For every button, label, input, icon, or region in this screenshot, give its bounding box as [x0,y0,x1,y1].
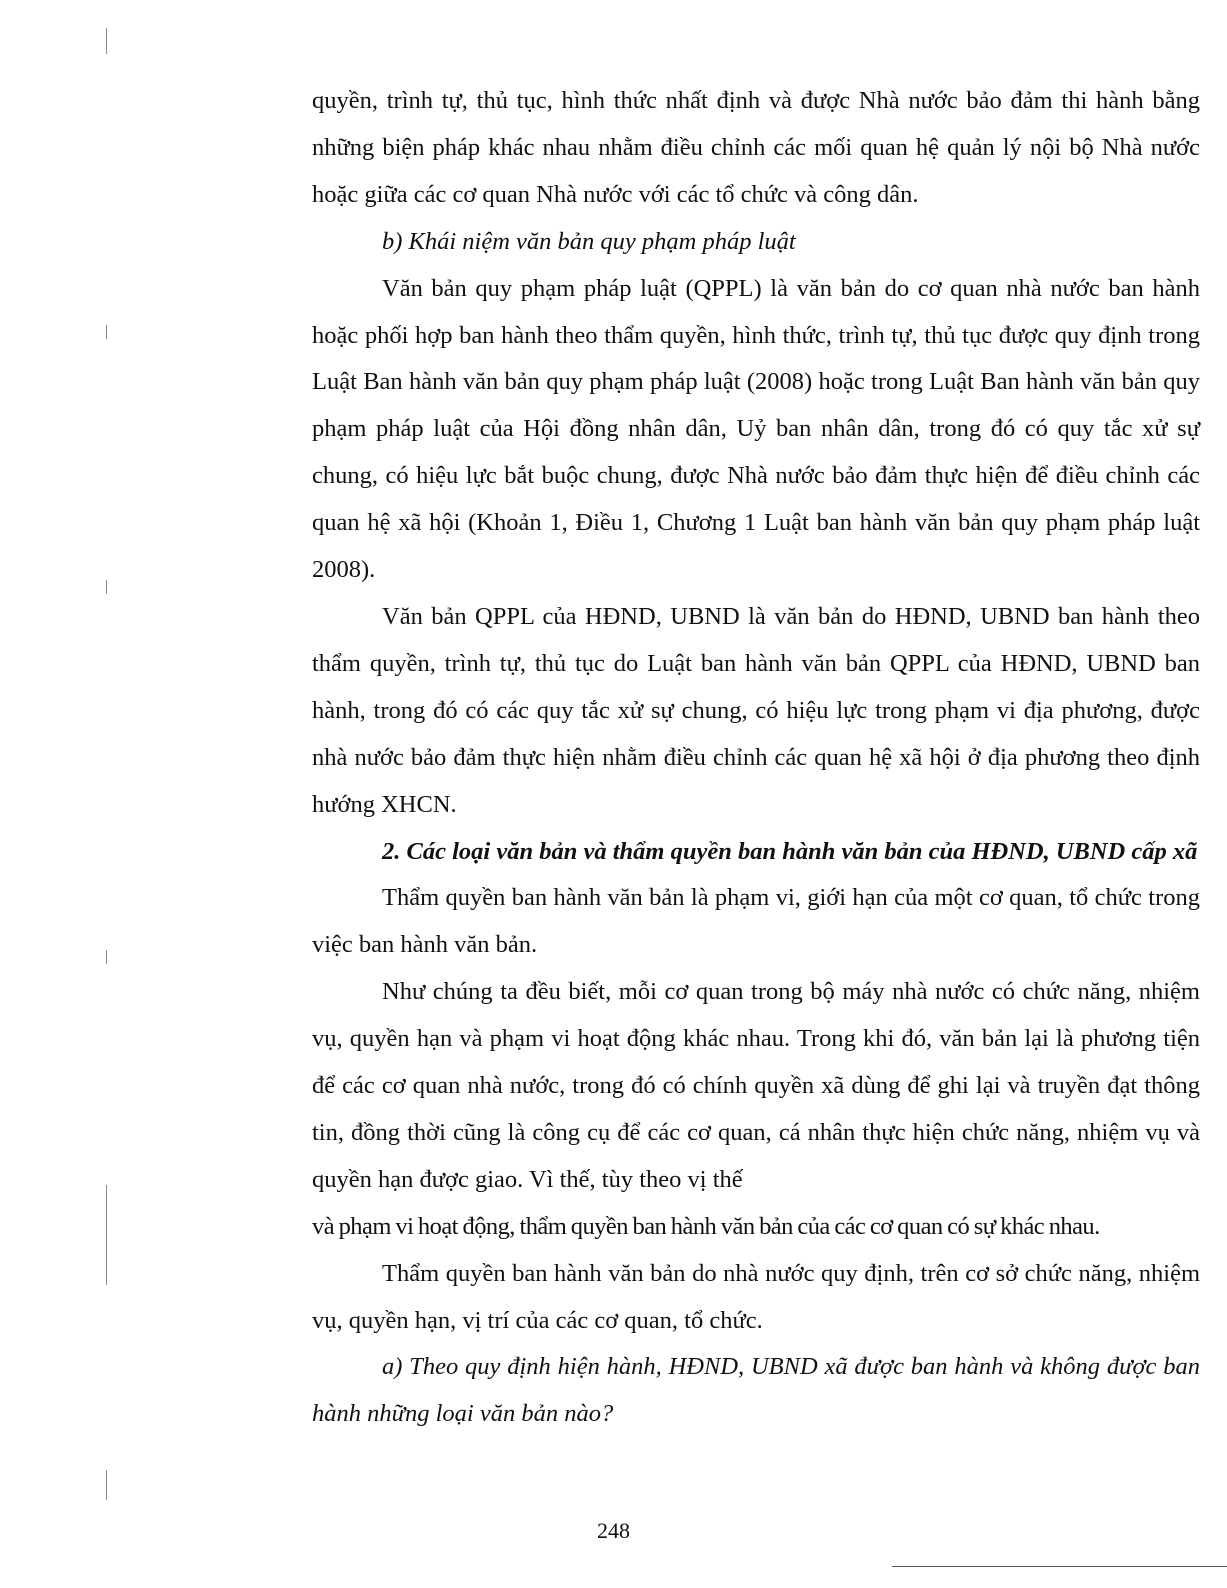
section-heading: 2. Các loại văn bản và thẩm quyền ban hành văn bản của HĐND, UBND cấp xã [382,837,1198,865]
paragraph-functions: Như chúng ta đều biết, mỗi cơ quan trong bộ máy nhà nước có chức năng, nhiệm vụ, quyền hạn và phạm vi hoạt động khác nhau. Trong khi đó, văn bản lại là phương tiện để các cơ quan nhà nước, trong đó có chính quyền xã dùng để ghi lại và truyền đạt thông tin, đồng thời cũng là công cụ để các cơ quan, cá nhân thực hiện chức năng, nhiệm vụ và quyền hạn được giao. Vì thế, tùy theo vị thế [312,978,1200,1193]
subheading-question: a) Theo quy định hiện hành, HĐND, UBND xã được ban hành và không được ban hành những loại văn bản nào? [312,1353,1200,1428]
scan-speck [106,950,107,964]
scan-speck [106,325,107,339]
scan-speck [106,28,107,54]
paragraph-local-documents: Văn bản QPPL của HĐND, UBND là văn bản do HĐND, UBND ban hành theo thẩm quyền, trình tự, thủ tục do Luật ban hành văn bản QPPL của HĐND, UBND ban hành, trong đó có các quy tắc xử sự chung, có hiệu lực trong phạm vi địa phương, được nhà nước bảo đảm thực hiện nhằm điều chỉnh các quan hệ xã hội ở địa phương theo định hướng XHCN. [312,602,1200,818]
scan-speck [106,580,107,594]
paragraph-authority: Thẩm quyền ban hành văn bản là phạm vi, giới hạn của một cơ quan, tổ chức trong việc ban hành văn bản. [312,884,1200,959]
paragraph-continuation: quyền, trình tự, thủ tục, hình thức nhất định và được Nhà nước bảo đảm thi hành bằng những biện pháp khác nhau nhằm điều chỉnh các mối quan hệ quản lý nội bộ Nhà nước hoặc giữa các cơ quan Nhà nước với các tổ chức và công dân. [312,87,1200,208]
paragraph-functions-last-line: và phạm vi hoạt động, thẩm quyền ban hành văn bản của các cơ quan có sự khác nhau. [312,1212,1100,1240]
subheading-concept: b) Khái niệm văn bản quy phạm pháp luật [382,227,796,255]
scan-speck [106,1470,107,1500]
page-body [312,78,1200,1438]
paragraph-definition: Văn bản quy phạm pháp luật (QPPL) là văn bản do cơ quan nhà nước ban hành hoặc phối hợp ban hành theo thẩm quyền, hình thức, trình tự, thủ tục được quy định trong Luật Ban hành văn bản quy phạm pháp luật (2008) hoặc trong Luật Ban hành văn bản quy phạm pháp luật của Hội đồng nhân dân, Uỷ ban nhân dân, trong đó có quy tắc xử sự chung, có hiệu lực bắt buộc chung, được Nhà nước bảo đảm thực hiện để điều chỉnh các quan hệ xã hội (Khoản 1, Điều 1, Chương 1 Luật ban hành văn bản quy phạm pháp luật 2008). [312,274,1200,584]
scan-speck [106,1185,107,1285]
bottom-rule [892,1566,1227,1567]
paragraph-regulation: Thẩm quyền ban hành văn bản do nhà nước quy định, trên cơ sở chức năng, nhiệm vụ, quyền hạn, vị trí của các cơ quan, tổ chức. [312,1259,1200,1334]
page-number: 248 [597,1518,630,1543]
